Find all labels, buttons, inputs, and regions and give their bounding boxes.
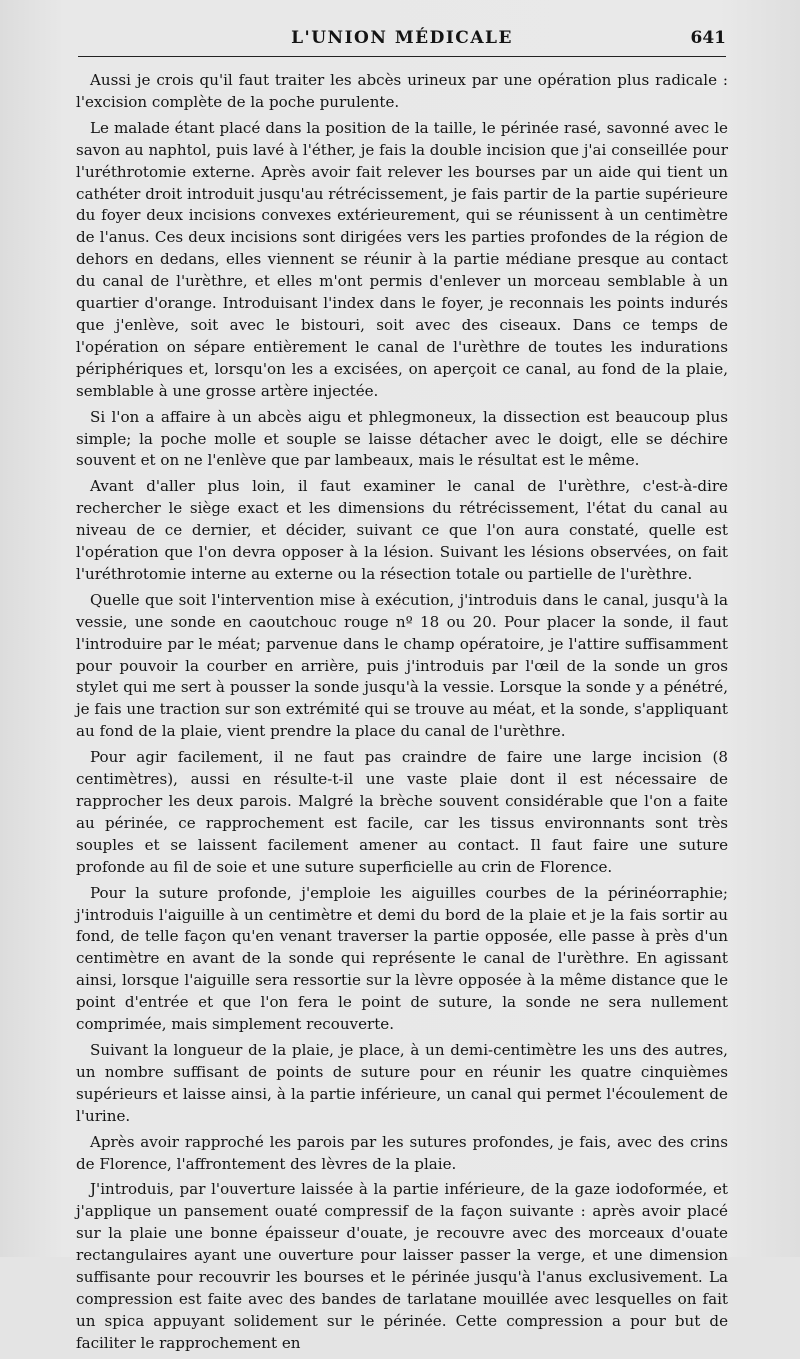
paragraph: Le malade étant placé dans la position de la taille, le périnée rasé, savonné avec le savon au naphtol, puis lavé à l'éther, je fais la double incision que j'ai conseillée pour l'uréthrotomie externe. Après avoir fait relever les bourses par un aide qui tient un cathéter droit introduit jusqu'au rétrécissement, je fais partir de la partie supérieure du foyer deux incisions convexes extérieurement, qui se réunissent à un centimètre de l'anus. Ces deux incisions sont dirigées vers les parties profondes de la région de dehors en dedans, elles viennent se réunir à la partie médiane presque au contact du canal de l'urèthre, et elles m'ont permis d'enlever un morceau semblable à un quartier d'orange. Introduisant l'index dans le foyer, je reconnais les points indurés que j'enlève, soit avec le bistouri, soit avec des ciseaux. Dans ce temps de l'opération on sépare entièrement le canal de l'urèthre de toutes les indurations périphériques et, lorsqu'on les a excisées, on aperçoit ce canal, au fond de la plaie, semblable à une grosse artère injectée.: [76, 118, 728, 400]
paragraph: Pour la suture profonde, j'emploie les aiguilles courbes de la périnéorraphie; j'introduis l'aiguille à un centimètre et demi du bord de la plaie et je la fais sortir au fond, de telle façon qu'en venant traverser la partie opposée, elle passe à près d'un centimètre en avant de la sonde qui représente le canal de l'urèthre. En agissant ainsi, lorsque l'aiguille sera ressortie sur la lèvre opposée à la même distance que le point d'entrée et que l'on fera le point de suture, la sonde ne sera nullement comprimée, mais simplement recouverte.: [76, 883, 728, 1034]
running-title: L'UNION MÉDICALE: [291, 28, 513, 48]
paragraph: Après avoir rapproché les parois par les sutures profondes, je fais, avec des crins de Florence, l'affrontement des lèvres de la plaie.: [76, 1132, 728, 1173]
paragraph: Avant d'aller plus loin, il faut examiner le canal de l'urèthre, c'est-à-dire rechercher le siège exact et les dimensions du rétrécissement, l'état du canal au niveau de ce dernier, et décider, suivant ce que l'on aura constaté, quelle est l'opération que l'on devra opposer à la lésion. Suivant les lésions observées, on fait l'uréthrotomie interne au externe ou la résection totale ou partielle de l'urèthre.: [76, 477, 728, 583]
page-number: 641: [690, 28, 726, 48]
body-text: [76, 70, 728, 1359]
header-rule: [78, 56, 726, 57]
paragraph: Suivant la longueur de la plaie, je place, à un demi-centimètre les uns des autres, un nombre suffisant de points de suture pour en réunir les quatre cinquièmes supérieurs et laisse ainsi, à la partie inférieure, un canal qui permet l'écoulement de l'urine.: [76, 1040, 728, 1125]
paragraph: Si l'on a affaire à un abcès aigu et phlegmoneux, la dissection est beaucoup plus simple; la poche molle et souple se laisse détacher avec le doigt, elle se déchire souvent et on ne l'enlève que par lambeaux, mais le résultat est le même.: [76, 407, 728, 470]
paragraph: J'introduis, par l'ouverture laissée à la partie inférieure, de la gaze iodoformée, et j'applique un pansement ouaté compressif de la façon suivante : après avoir placé sur la plaie une bonne épaisseur d'ouate, je recouvre avec des morceaux d'ouate rectangulaires ayant une ouverture pour laisser passer la verge, et une dimension suffisante pour recouvrir les bourses et le périnée jusqu'à l'anus exclusivement. La compression est faite avec des bandes de tarlatane mouillée avec lesquelles on fait un spica appuyant solidement sur le périnée. Cette compression a pour but de faciliter le rapprochement en: [76, 1180, 728, 1352]
paragraph: Pour agir facilement, il ne faut pas craindre de faire une large incision (8 centimètres), aussi en résulte-t-il une vaste plaie dont il est nécessaire de rapprocher les deux parois. Malgré la brèche souvent considérable que l'on a faite au périnée, ce rapprochement est facile, car les tissus environnants sont très souples et se laissent facilement amener au contact. Il faut faire une suture profonde au fil de soie et une suture superficielle au crin de Florence.: [76, 748, 728, 876]
page-header: [78, 28, 726, 54]
paragraph: Aussi je crois qu'il faut traiter les abcès urineux par une opération plus radicale : l'excision complète de la poche purulente.: [76, 71, 728, 111]
paragraph: Quelle que soit l'intervention mise à exécution, j'introduis dans le canal, jusqu'à la vessie, une sonde en caoutchouc rouge nº 18 ou 20. Pour placer la sonde, il faut l'introduire par le méat; parvenue dans le champ opératoire, je l'attire suffisamment pour pouvoir la courber en arrière, puis j'introduis par l'œil de la sonde un gros stylet qui me sert à pousser la sonde jusqu'à la vessie. Lorsque la sonde y a pénétré, je fais une traction sur son extrémité qui se trouve au méat, et la sonde, s'appliquant au fond de la plaie, vient prendre la place du canal de l'urèthre.: [76, 590, 728, 741]
